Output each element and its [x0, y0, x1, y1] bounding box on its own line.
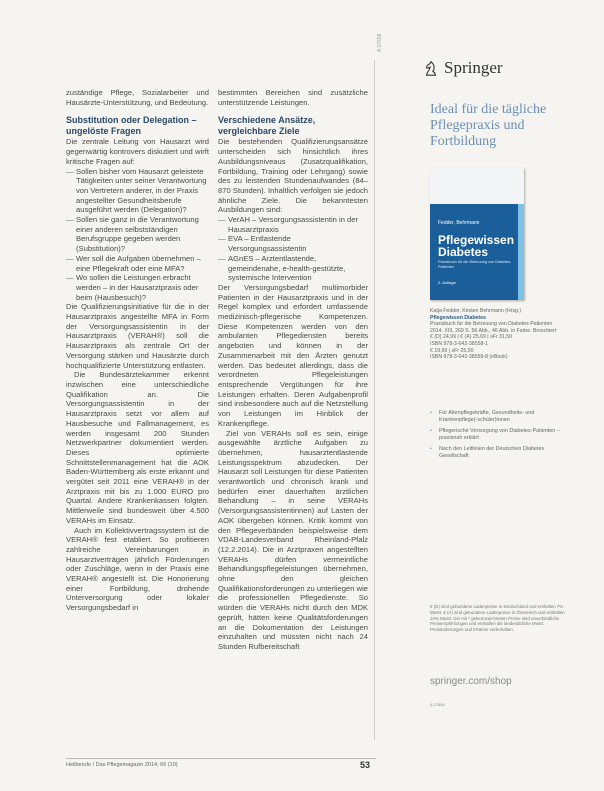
list-item: — EVA – Entlastende Versorgungsassistentin [228, 234, 368, 253]
book-authors: Fedder, Behrmann [438, 220, 480, 226]
feature-item: • Nach den Leitlinien der Deutschen Diabetes Gesellschaft [430, 446, 570, 460]
list-item: — VerAH – Versorgungsassistentin in der Hausarztpraxis [228, 215, 368, 234]
intro-text: bestimmten Bereichen sind zusätzliche unterstützende Leistungen. [218, 88, 368, 107]
book-cover [430, 168, 524, 300]
book-subtitle: Praxisbuch für die Betreuung von Diabetes-Patienten [438, 260, 512, 269]
info-price: € (D) 24,99 | € (A) 25,69 | sFr 31,50 [430, 334, 512, 341]
ad-headline: Ideal für die tägliche Pflegepraxis und Fortbildung [430, 102, 547, 149]
springer-advertisement [384, 40, 580, 740]
paragraph: Ziel von VERAHs soll es sein, einige ausgewählte ärztliche Aufgaben zu übernehmen, hausarztentlastende Leistungsspektrum abzudecken. Der Hausarzt soll Leistungen für diese Patienten verantwortlich und chronisch krank und bedürfen einer dauerhaften ärztlichen Behandlung – in seine VERAHs (Versorgungsassistentinnen) auf Lasten der AOK übergeben können. Kritik kommt von den Pflegeverbänden beispielsweise dem VDAB-Landesverband Rheinland-Pfalz (12.2.2014). Die in Arztpraxen angestellten VERAHs dürfen vermeintliche Behandlungspflegeleistungen übernehmen, ohne den gleichen Qualifikationsforderungen zu unterliegen wie die professionellen Pflegedienste. So würden die VERAHs nicht durch den MDK geprüft, hätten keine Qualitätsforderungen an die Dokumentation der Leistungen einzuhalten und müssten nicht nach 24 Stunden Rufbereitschaft [218, 428, 368, 651]
paragraph: Die zentrale Leitung von Hausarzt wird gegenwärtig kontrovers diskutiert und wirft kritische Fragen auf: [66, 137, 209, 166]
book-cover-band [430, 168, 524, 204]
paragraph: Die Qualifizierungsinitiative für die in der Hausarztpraxis angestellte MFA in Form der Versorgungsassistentin in der Hausarztpraxis (VERAH®) soll die Hausarztpraxis als zentrale Ort der Versorgung stärken und Hausärzte durch hochqualifizierte Unterstützung entlasten. [66, 302, 209, 370]
page-footer: Heilberufe / Das Pflegemagazin 2014; 66 (10) [66, 758, 376, 768]
brand-name: Springer [444, 58, 503, 77]
info-ebook-price: € 19,99 | sFr 25,00 [430, 347, 474, 354]
info-title: Pflegewissen Diabetes [430, 314, 486, 321]
feature-item: • Für Altenpflegekräfte, Gesundheits- und Krankenpflege(-schüler)innen [430, 410, 570, 424]
feature-item: • Pflegerische Versorgung von Diabetes-Patienten – praxisnah erklärt [430, 428, 570, 442]
list-item: — AGnES – Arztentlastende, gemeindenahe, e-health-gestützte, systemische Intervention [228, 254, 368, 283]
feature-list [430, 410, 570, 464]
info-details: 2014. XIII, 269 S. 56 Abb., 46 Abb. in Farbe. Broschiert [430, 327, 557, 334]
paragraph: Auch im Kollektivvertragssystem ist die VERAH® fest etabliert. So profitieren zahlreiche Vereinbarungen in Hausarztverträgen jährlich Förderungen oder Zuschläge, wenn in der Praxis eine VERAH® angestellt ist. Die Honorierung einer Fortbildung, drohende Unterversorgung oder lokaler Versorgungsbedarf in [66, 525, 209, 613]
article-column-middle [218, 88, 368, 652]
info-isbn-ebook: ISBN 978-3-642-38559-8 (eBook) [430, 354, 508, 361]
list-item: — Sollen bisher vom Hausarzt geleistete Tätigkeiten unter seiner Verantwortung von Vertretern anderer, in der Praxis angestellter Gesundheitsberufe ausgeführt werden (Delegation)? [76, 167, 209, 216]
intro-text: zuständige Pflege, Sozialarbeiter und Hausärzte-Unterstützung, und Bedeutung. [66, 88, 209, 107]
article-column-left [66, 88, 209, 613]
info-authors: Katja Fedder, Kirsten Behrmann (Hrsg.) [430, 308, 522, 314]
book-title: Pflegewissen Diabetes [438, 233, 515, 259]
section-heading: Substitution oder Delegation – ungelöste Fragen [66, 115, 197, 136]
legal-notice: € (D) sind gebundene Ladenpreise in Deutschland und enthalten 7% MwSt. € (A) sind gebundene Ladenpreise in Österreich und enthalten 10% MwSt. Die mit * gekennzeichneten Preise sind unverbindliche Preisempfehlungen und enthalten die landesübliche MwSt. Preisänderungen und Irrtümer vorbehalten. [430, 604, 565, 633]
bullet-list [218, 215, 368, 283]
page-number: 53 [360, 760, 371, 770]
info-isbn: ISBN 978-3-642-38558-1 [430, 340, 488, 347]
list-item: — Wo sollen die Leistungen erbracht werden – in der Hausarztpraxis oder beim (Hausbesuch)? [76, 273, 209, 302]
vertical-code-label: A 27658 [377, 33, 383, 52]
bullet-list [66, 167, 209, 303]
book-info [430, 308, 572, 361]
book-edition: 2. Auflage [438, 280, 456, 285]
springer-logo [422, 58, 503, 78]
paragraph: Die bestehenden Qualifizierungsansätze unterscheiden sich hinsichtlich ihres Ausbildungsniveaus (Zusatzqualifikation, Fortbildung, Training oder Lehrgang) sowie des zu leistenden Stundenaufwandes (84–870 Stunden). Inhaltlich verfolgen sie jedoch ähnliche Ziele. Die bekanntesten Ausbildungen sind: [218, 137, 368, 215]
ad-code: A 27658 [430, 702, 445, 707]
info-subtitle: Praxisbuch für die Betreuung von Diabetes-Patienten [430, 321, 553, 328]
shop-link[interactable]: springer.com/shop [430, 676, 512, 687]
list-item: — Sollen sie ganz in die Verantwortung einer anderen selbstständigen Berufsgruppe gegeben werden (Substitution)? [76, 215, 209, 254]
chess-knight-icon [422, 59, 440, 77]
paragraph: Der Versorgungsbedarf multimorbider Patienten in der Hausarztpraxis und in der Regel komplex und erfordert umfassende medizinisch-pflegerische Kompetenzen. Diese Kompetenzen werden von den ambulanten Pflegediensten bereits angeboten und können in der Zusammenarbeit mit den Ärzten genutzt werden. Das bedeutet allerdings, dass die verordneten Pflegeleistungen entsprechende Vergütungen für ihre Leistungen erhalten. Deren Aufgabenprofil sind insbesondere auch auf die Netzstellung von Leistungen im Hinblick der Krankenpflege. [218, 282, 368, 428]
list-item: — Wer soll die Aufgaben übernehmen – eine Pflegekraft oder eine MFA? [76, 254, 209, 273]
column-divider [374, 60, 375, 740]
section-heading: Verschiedene Ansätze, vergleichbare Ziele [218, 115, 316, 136]
paragraph: Die Bundesärztekammer erkennt inzwischen eine unterschiedliche Qualifikation an. Die Versorgungsassistentin in der Hausarztpraxis setzt vor allem auf Hausbesuche und Fallmanagement, es werden insgesamt 200 Stunden Netzwerkpartner dokumentiert werden. Dieses optimierte Schnittstellenmanagement hat die AOK Baden-Württemberg als erste erkannt und vergütet seit 2011 eine VERAH® in der Arztpraxis mit bis zu 1.000 EURO pro Quartal. Andere Krankenkassen folgten. Mittlerweile sind bundesweit über 4.500 VERAHs im Einsatz. [66, 370, 209, 525]
